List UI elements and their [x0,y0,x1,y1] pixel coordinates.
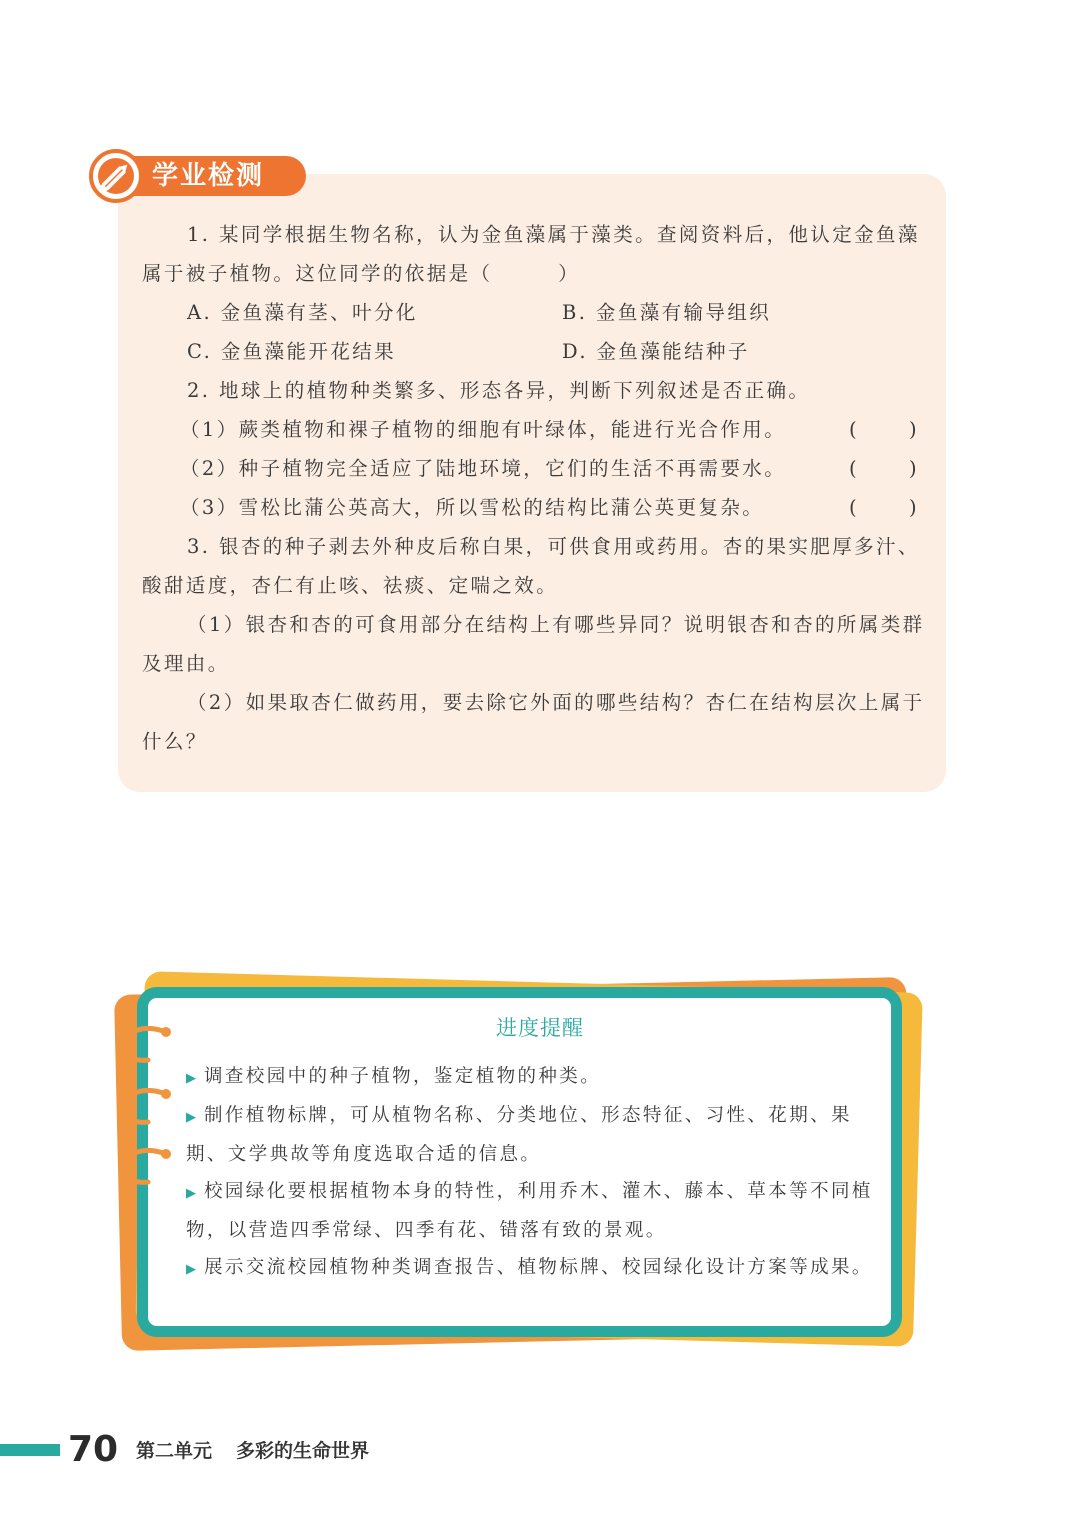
option-b: B. 金鱼藻有输导组织 [562,301,772,324]
unit-title: 多彩的生命世界 [236,1440,370,1462]
progress-item-text: 校园绿化要根据植物本身的特性，利用乔木、灌木、藤本、草本等不同植物，以营造四季常绿、四季有花、错落有致的景观。 [186,1181,873,1241]
triangle-bullet-icon: ▶ [186,1262,196,1277]
unit-label: 第二单元 [136,1440,213,1462]
progress-list [186,1058,876,1288]
question-2-stem: 2. 地球上的植物种类繁多、形态各异，判断下列叙述是否正确。 [187,379,811,402]
statement-text: （1）蕨类植物和裸子植物的细胞有叶绿体，能进行光合作用。 [180,418,787,441]
quiz-header [88,148,300,204]
statement-text: （2）种子植物完全适应了陆地环境，它们的生活不再需要水。 [180,457,787,480]
unit-heading [136,1436,369,1466]
bracket-open: ( [848,496,859,519]
progress-item [186,1097,876,1173]
quiz-body [142,215,927,761]
progress-item-text: 制作植物标牌，可从植物名称、分类地位、形态特征、习性、花期、果期、文学典故等角度选取合适的信息。 [186,1105,852,1165]
option-a: A. 金鱼藻有茎、叶分化 [187,301,418,324]
question-2-statement-3 [142,488,927,527]
quiz-title: 学业检测 [152,161,265,191]
progress-item-text: 展示交流校园植物种类调查报告、植物标牌、校园绿化设计方案等成果。 [204,1257,873,1278]
triangle-bullet-icon: ▶ [186,1186,196,1201]
bracket-close: ) [908,496,919,519]
question-2-statement-1 [142,410,927,449]
question-3-sub-1: （1）银杏和杏的可食用部分在结构上有哪些异同？说明银杏和杏的所属类群及理由。 [142,613,925,675]
bracket-open: ( [848,418,859,441]
bracket-close: ) [908,457,919,480]
footer-accent-bar [0,1444,60,1456]
question-1-options-row-2 [142,332,927,371]
progress-item-text: 调查校园中的种子植物，鉴定植物的种类。 [204,1066,602,1087]
statement-text: （3）雪松比蒲公英高大，所以雪松的结构比蒲公英更复杂。 [180,496,765,519]
question-3-stem: 3. 银杏的种子剥去外种皮后称白果，可供食用或药用。杏的果实肥厚多汁、酸甜适度，杏仁有止咳、祛痰、定喘之效。 [142,535,920,597]
answer-bracket [849,410,919,449]
question-1-stem: 1. 某同学根据生物名称，认为金鱼藻属于藻类。查阅资料后，他认定金鱼藻属于被子植物。这位同学的依据是（ ） [142,223,920,285]
answer-bracket [849,488,919,527]
pencil-icon [88,148,144,204]
triangle-bullet-icon: ▶ [186,1110,196,1125]
question-1-options-row-1 [142,293,927,332]
question-3-sub-2: （2）如果取杏仁做药用，要去除它外面的哪些结构？杏仁在结构层次上属于什么？ [142,691,925,753]
page-number: 70 [68,1429,119,1470]
answer-bracket [849,449,919,488]
triangle-bullet-icon: ▶ [186,1071,196,1086]
bracket-open: ( [848,457,859,480]
option-c: C. 金鱼藻能开花结果 [187,340,397,363]
progress-item [186,1058,876,1097]
option-d: D. 金鱼藻能结种子 [562,340,750,363]
bracket-close: ) [908,418,919,441]
question-2-statement-2 [142,449,927,488]
progress-item [186,1249,876,1288]
progress-title: 进度提醒 [496,1016,584,1040]
progress-item [186,1173,876,1249]
